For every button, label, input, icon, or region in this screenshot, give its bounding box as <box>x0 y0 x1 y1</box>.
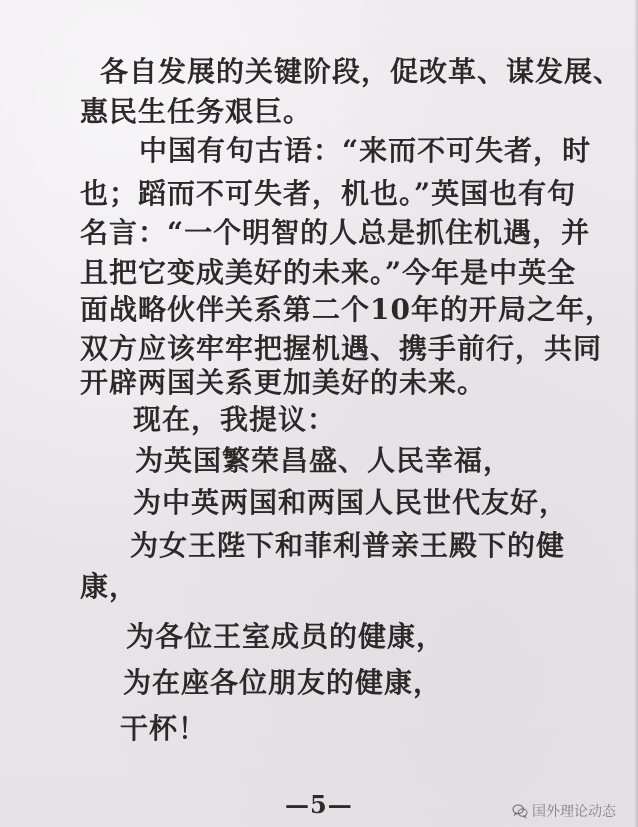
document-line: 惠民生任务艰巨。 <box>80 95 313 128</box>
watermark-text: 国外理论动态 <box>532 804 616 820</box>
document-line: 干杯！ <box>120 712 208 745</box>
document-line: 为女王陛下和菲利普亲王殿下的健 <box>130 529 566 562</box>
document-line: 也；蹈而不可失者，机也。”英国也有句 <box>80 177 577 210</box>
document-line: 面战略伙伴关系第二个10年的开局之年， <box>80 293 614 326</box>
document-line: 现在，我提议： <box>133 403 337 436</box>
document-line: 各自发展的关键阶段，促改革、谋发展、 <box>100 55 623 88</box>
document-line: 为在座各位朋友的健康， <box>123 666 443 699</box>
watermark <box>512 799 616 823</box>
document-line: 为各位王室成员的健康， <box>126 620 446 653</box>
document-line: 开辟两国关系更加美好的未来。 <box>80 366 487 399</box>
document-line: 中国有句古语：“来而不可失者，时 <box>139 134 592 167</box>
document-line: 为中英两国和两国人民世代友好， <box>133 486 569 519</box>
document-line: 名言：“一个明智的人总是抓住机遇，并 <box>80 216 591 249</box>
chat-bubbles-icon <box>512 803 528 819</box>
document-line: 为英国繁荣昌盛、人民幸福， <box>135 444 513 477</box>
document-line: 且把它变成美好的未来。”今年是中英全 <box>80 256 577 289</box>
document-line: 康， <box>80 570 139 603</box>
page-number: —5— <box>285 790 353 819</box>
document-line: 双方应该牢牢把握机遇、携手前行，共同 <box>80 332 603 365</box>
page-edge-shadow <box>634 0 638 827</box>
